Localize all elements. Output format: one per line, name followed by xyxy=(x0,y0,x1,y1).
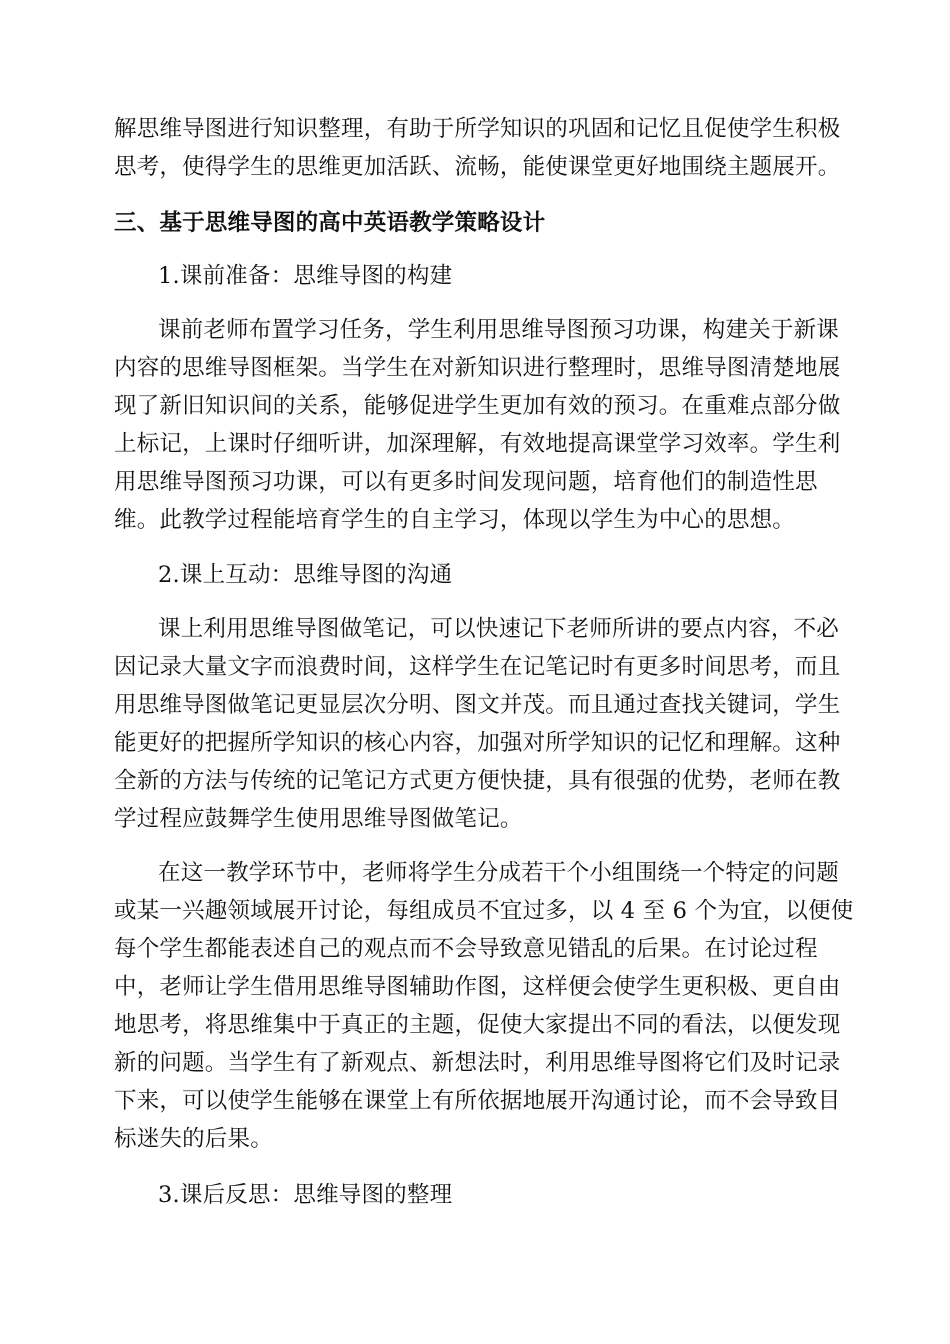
paragraph-line: 在这一教学环节中，老师将学生分成若干个小组围绕一个特定的问题 xyxy=(158,860,840,886)
paragraph-line: 课前老师布置学习任务，学生利用思维导图预习功课，构建关于新课 xyxy=(158,317,840,343)
paragraph-line: 用思维导图预习功课，可以有更多时间发现问题，培育他们的制造性思 xyxy=(114,469,818,495)
paragraph-line: 解思维导图进行知识整理，有助于所学知识的巩固和记忆且促使学生积极 xyxy=(114,116,841,142)
paragraph-line: 学过程应鼓舞学生使用思维导图做笔记。 xyxy=(114,806,523,832)
paragraph-line: 用思维导图做笔记更显层次分明、图文并茂。而且通过查找关键词，学生 xyxy=(114,692,841,718)
paragraph-line: 现了新旧知识间的关系，能够促进学生更加有效的预习。在重难点部分做 xyxy=(114,393,841,419)
paragraph-line: 每个学生都能表述自己的观点而不会导致意见错乱的后果。在讨论过程 xyxy=(114,936,818,962)
paragraph-line: 全新的方法与传统的记笔记方式更方便快捷，具有很强的优势，老师在教 xyxy=(114,768,841,794)
paragraph-line: 课上利用思维导图做笔记，可以快速记下老师所讲的要点内容，不必 xyxy=(158,616,840,642)
paragraph-line: 思考，使得学生的思维更加活跃、流畅，能使课堂更好地围绕主题展开。 xyxy=(114,154,841,180)
paragraph-line: 标迷失的后果。 xyxy=(114,1126,273,1152)
paragraph-line: 新的问题。当学生有了新观点、新想法时，利用思维导图将它们及时记录 xyxy=(114,1050,841,1076)
paragraph-line: 地思考，将思维集中于真正的主题，促使大家提出不同的看法，以便发现 xyxy=(114,1012,841,1038)
subsection-heading: 1.课前准备：思维导图的构建 xyxy=(158,263,453,289)
paragraph-line: 内容的思维导图框架。当学生在对新知识进行整理时，思维导图清楚地展 xyxy=(114,355,841,381)
paragraph-line: 能更好的把握所学知识的核心内容，加强对所学知识的记忆和理解。这种 xyxy=(114,730,841,756)
paragraph-line: 因记录大量文字而浪费时间，这样学生在记笔记时有更多时间思考，而且 xyxy=(114,654,841,680)
paragraph-line: 中，老师让学生借用思维导图辅助作图，这样便会使学生更积极、更自由 xyxy=(114,974,841,1000)
paragraph-line: 上标记，上课时仔细听讲，加深理解，有效地提高课堂学习效率。学生利 xyxy=(114,431,841,457)
subsection-heading: 2.课上互动：思维导图的沟通 xyxy=(158,562,453,588)
paragraph-line: 或某一兴趣领域展开讨论，每组成员不宜过多，以 4 至 6 个为宜，以便使 xyxy=(114,898,854,924)
paragraph-line: 维。此教学过程能培育学生的自主学习，体现以学生为中心的思想。 xyxy=(114,507,796,533)
subsection-heading: 3.课后反思：思维导图的整理 xyxy=(158,1182,453,1208)
paragraph-line: 下来，可以使学生能够在课堂上有所依据地展开沟通讨论，而不会导致目 xyxy=(114,1088,841,1114)
section-heading: 三、基于思维导图的高中英语教学策略设计 xyxy=(114,210,546,236)
